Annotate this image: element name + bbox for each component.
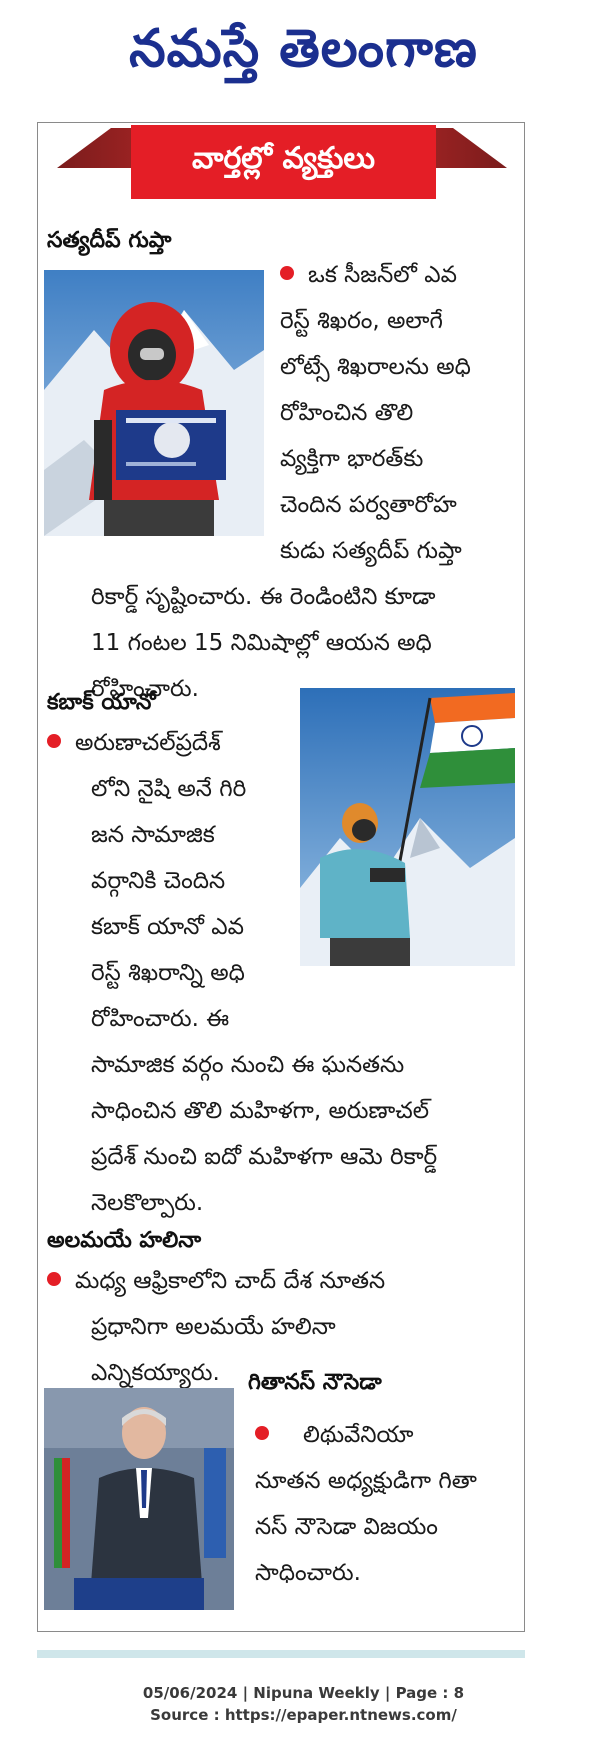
- article2-line-10: ప్రదేశ్ నుంచి ఐదో మహిళగా ఆమె రికార్డ్: [91, 1144, 438, 1170]
- footer-source-line: Source : https://epaper.ntnews.com/: [150, 1706, 457, 1724]
- article3-line-1: మధ్య ఆఫ్రికాలోని చాద్ దేశ నూతన: [47, 1258, 385, 1304]
- article2-line-6: రెస్ట్ శిఖరాన్ని అధి: [91, 960, 245, 986]
- masthead: [0, 0, 607, 110]
- article3-line-2: ప్రధానిగా అలమయే హలినా: [91, 1314, 336, 1340]
- article4-line-3: నస్ నౌసెడా విజయం: [255, 1514, 438, 1540]
- article2-line-7: రోహించారు. ఈ: [91, 1006, 230, 1032]
- article1-line-5: వ్యక్తిగా భారత్‌కు: [280, 446, 424, 472]
- article1-line-9: 11 గంటల 15 నిమిషాల్లో ఆయన అధి: [91, 630, 432, 656]
- bullet-icon: [255, 1426, 269, 1440]
- article2-line-2: లోని నైషి అనే గిరి: [91, 776, 247, 802]
- bullet-icon: [47, 734, 61, 748]
- article1-line-6: చెందిన పర్వతారోహ: [280, 492, 457, 518]
- article1-line-7: కుడు సత్యదీప్ గుప్తా: [280, 538, 462, 564]
- article2-line-4: వర్గానికి చెందిన: [91, 868, 226, 894]
- article2-line-5: కబాక్ యానో ఎవ: [91, 914, 244, 940]
- article1-line-1: ఒక సీజన్‌లో ఎవ: [280, 252, 457, 298]
- article2-line-9: సాధించిన తొలి మహిళగా, అరుణాచల్: [91, 1098, 430, 1124]
- mountaineer-photo: [44, 270, 264, 536]
- bullet-icon: [280, 266, 294, 280]
- article2-heading: కబాక్ యానో: [47, 690, 156, 715]
- speaker-photo: [44, 1388, 234, 1610]
- footer-strip: [37, 1650, 525, 1658]
- article1-line-3: లోట్సే శిఖరాలను అధి: [280, 354, 471, 380]
- article2-line-8: సామాజిక వర్గం నుంచి ఈ ఘనతను: [91, 1052, 405, 1078]
- article4-line-4: సాధించారు.: [255, 1560, 361, 1586]
- section-title: వార్తల్లో వ్యక్తులు: [192, 141, 375, 176]
- article4-line-2: నూతన అధ్యక్షుడిగా గితా: [255, 1468, 477, 1494]
- article1-heading: సత్యదీప్ గుప్తా: [47, 228, 172, 253]
- article1-line-4: రోహించిన తొలి: [280, 400, 414, 426]
- article1-line-2: రెస్ట్ శిఖరం, అలాగే: [280, 308, 443, 334]
- footer-date-line: 05/06/2024 | Nipuna Weekly | Page : 8: [142, 1684, 465, 1702]
- article3-heading: అలమయే హలినా: [47, 1228, 202, 1253]
- article1-line-10: రోహించారు.: [91, 676, 199, 702]
- article4-photo: [44, 1388, 234, 1610]
- article4-heading: గితానస్ నౌసెడా: [248, 1370, 382, 1395]
- article2-line-1: అరుణాచల్‌ప్రదేశ్: [47, 720, 221, 766]
- article1-line-8: రికార్డ్ సృష్టించారు. ఈ రెండింటిని కూడా: [91, 584, 436, 610]
- article3-line-3: ఎన్నికయ్యారు.: [91, 1360, 220, 1386]
- masthead-title: నమస్తే తెలంగాణ: [129, 18, 478, 79]
- article2-line-11: నెలకొల్పారు.: [91, 1190, 204, 1216]
- section-banner: [131, 125, 436, 199]
- article2-line-3: జన సామాజిక: [91, 822, 215, 848]
- article1-photo: [44, 270, 264, 536]
- article4-line-1: లిథువేనియా: [255, 1412, 414, 1458]
- article2-photo: [300, 688, 515, 966]
- bullet-icon: [47, 1272, 61, 1286]
- flag-climber-photo: [300, 688, 515, 966]
